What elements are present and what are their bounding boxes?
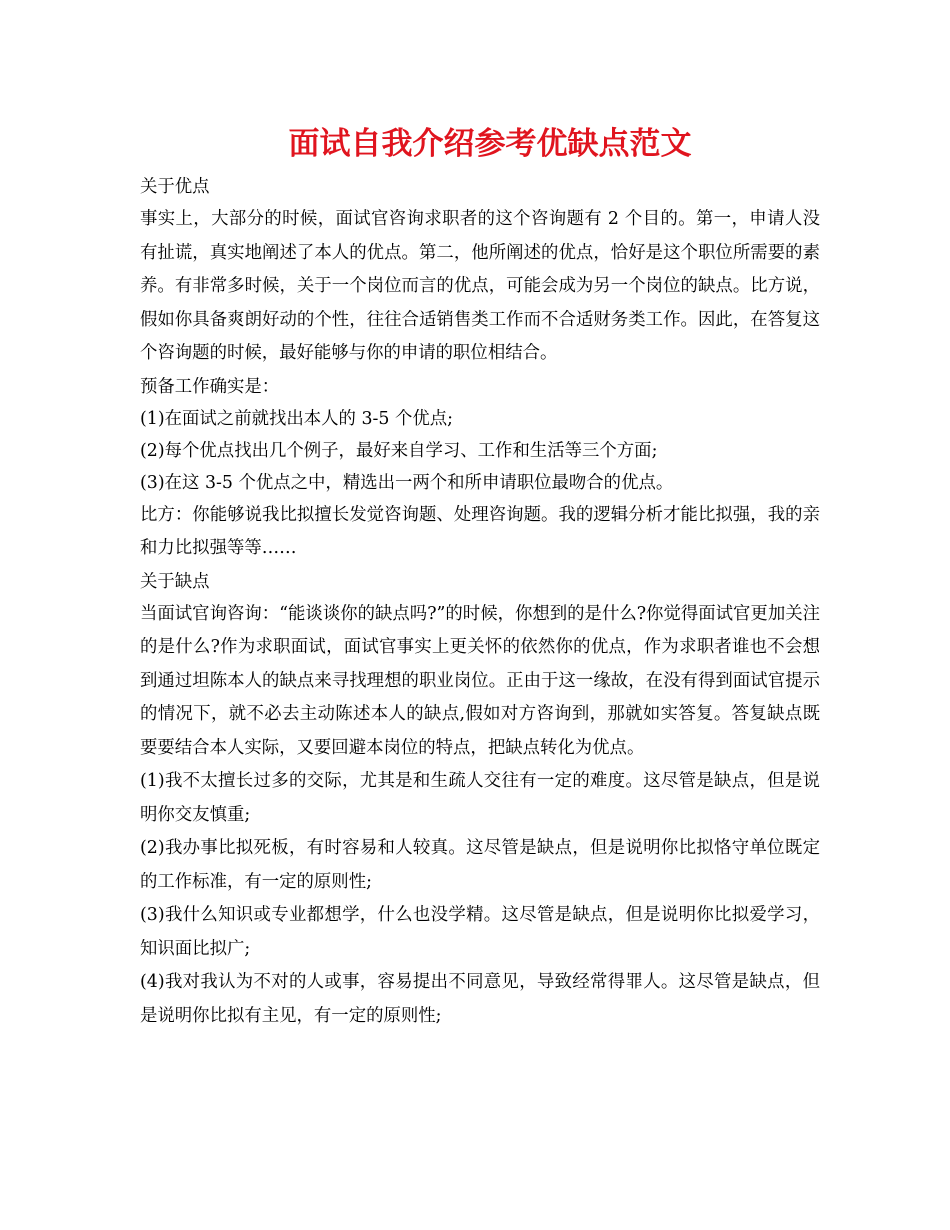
weakness-item-4: (4)我对我认为不对的人或事，容易提出不同意见，导致经常得罪人。这尽管是缺点，但是说明你比拟有主见，有一定的原则性; [140, 972, 820, 1026]
heading-strengths: 关于优点 [140, 177, 210, 197]
prep-item-3: (3)在这 3-5 个优点之中，精选出一两个和所申请职位最吻合的优点。 [140, 472, 674, 493]
heading-weaknesses: 关于缺点 [140, 571, 210, 592]
paragraph-weaknesses-intro: 当面试官询咨询：“能谈谈你的缺点吗?”的时候，你想到的是什么?你觉得面试官更加关注的是什么?作为求职面试，面试官事实上更关怀的依然你的优点，作为求职者谁也不会想到通过坦陈本人的缺点来寻找理想的职业岗位。正由于这一缘故，在没有得到面试官提示的情况下，就不必去主动陈述本人的缺点,假如对方咨询到，那就如实答复。答复缺点既要要结合本人实际，又要回避本岗位的特点，把缺点转化为优点。 [140, 603, 820, 758]
prep-item-1: (1)在面试之前就找出本人的 3-5 个优点; [140, 408, 454, 429]
weakness-item-2: (2)我办事比拟死板，有时容易和人较真。这尽管是缺点，但是说明你比拟恪守单位既定的工作标准，有一定的原则性; [140, 838, 820, 892]
weakness-item-3: (3)我什么知识或专业都想学，什么也没学精。这尽管是缺点，但是说明你比拟爱学习，知识面比拟广; [140, 905, 820, 959]
weakness-item-1: (1)我不太擅长过多的交际，尤其是和生疏人交往有一定的难度。这尽管是缺点，但是说明你交友慎重; [140, 771, 820, 825]
example-paragraph: 比方：你能够说我比拟擅长发觉咨询题、处理咨询题。我的逻辑分析才能比拟强，我的亲和力比拟强等等…… [140, 504, 820, 558]
document-title: 面试自我介绍参考优缺点范文 [288, 126, 692, 162]
document-page [140, 118, 820, 1033]
paragraph-strengths-intro: 事实上，大部分的时候，面试官咨询求职者的这个咨询题有 2 个目的。第一，申请人没有扯谎，真实地阐述了本人的优点。第二，他所阐述的优点，恰好是这个职位所需要的素养。有非常多时候，关于一个岗位而言的优点，可能会成为另一个岗位的缺点。比方说，假如你具备爽朗好动的个性，往往合适销售类工作而不合适财务类工作。因此，在答复这个咨询题的时候，最好能够与你的申请的职位相结合。 [140, 209, 820, 363]
prep-item-2: (2)每个优点找出几个例子，最好来自学习、工作和生活等三个方面; [140, 440, 658, 461]
prep-intro: 预备工作确实是： [140, 376, 280, 397]
